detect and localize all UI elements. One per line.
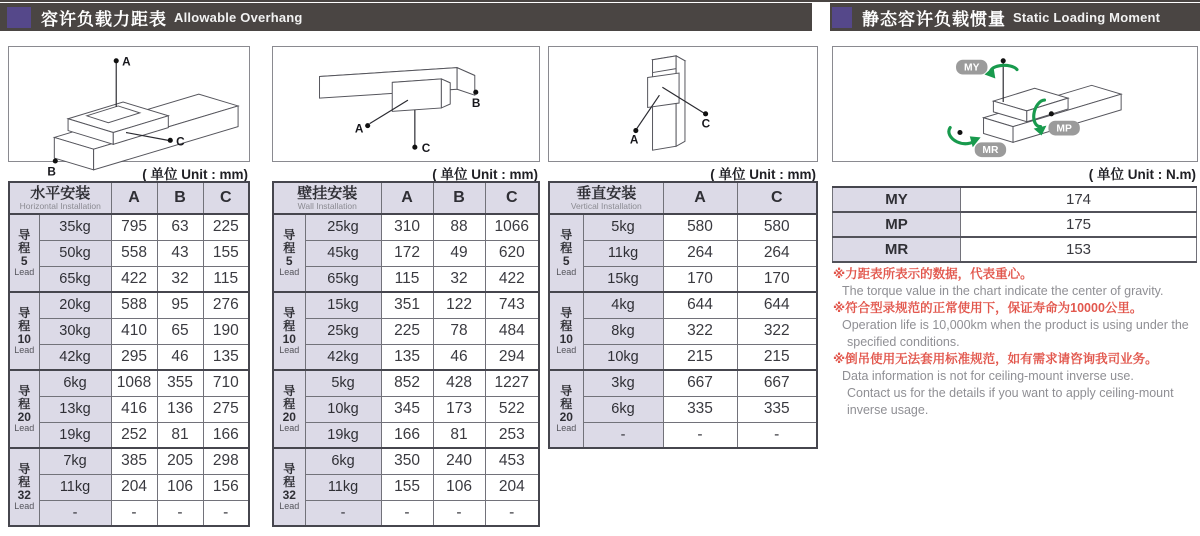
value-cell: 115 [203, 266, 249, 292]
value-cell: 205 [157, 448, 203, 474]
value-cell: 264 [663, 240, 737, 266]
load-cell: 65kg [39, 266, 111, 292]
lead-group-label [549, 292, 583, 370]
unit-label-mm: ( 单位 Unit : mm) [142, 167, 248, 182]
moment-key-my: MY [833, 187, 961, 212]
value-cell: 422 [111, 266, 157, 292]
load-cell: 8kg [583, 318, 663, 344]
value-cell: 743 [485, 292, 539, 318]
value-cell: 135 [203, 344, 249, 370]
value-cell: 170 [663, 266, 737, 292]
point-label-c: C [176, 135, 185, 149]
value-cell: 484 [485, 318, 539, 344]
section-header-allowable-overhang [0, 3, 812, 31]
value-cell: 32 [157, 266, 203, 292]
load-cell: 30kg [39, 318, 111, 344]
column-header-a: A [663, 182, 737, 214]
lead-en: Lead [14, 422, 35, 433]
load-cell: 42kg [39, 344, 111, 370]
load-cell: 11kg [305, 474, 381, 500]
table-row [9, 344, 249, 370]
table-row [549, 240, 817, 266]
footnote-line: ※符合型录规范的正常使用下，保证寿命为10000公里。 [833, 301, 1143, 315]
load-cell: 7kg [39, 448, 111, 474]
table-row [549, 370, 817, 396]
moment-row [833, 237, 1197, 262]
value-cell: 264 [737, 240, 817, 266]
installation-title-cell [273, 182, 381, 214]
lead-en: Lead [279, 344, 300, 355]
unit-label-mm: ( 单位 Unit : mm) [710, 167, 816, 182]
value-cell: 155 [381, 474, 433, 500]
table-row [9, 474, 249, 500]
table-row [9, 240, 249, 266]
lead-zh-char: 程 [18, 474, 31, 489]
installation-title-cell [9, 182, 111, 214]
moment-value-mr: 153 [961, 237, 1197, 262]
load-cell: - [305, 500, 381, 526]
column-header-a: A [381, 182, 433, 214]
value-cell: 46 [157, 344, 203, 370]
wall-installation-diagram-box [272, 46, 540, 162]
purple-accent-square [7, 7, 31, 28]
table-row [273, 214, 539, 240]
lead-zh-char: 程 [283, 474, 296, 489]
moment-diagram [833, 47, 1197, 161]
value-cell: 580 [737, 214, 817, 240]
value-cell: 78 [433, 318, 485, 344]
value-cell: - [381, 500, 433, 526]
lead-number: 20 [282, 409, 296, 424]
table-header-row [9, 182, 249, 214]
point-label-c: C [701, 117, 711, 131]
value-cell: 322 [737, 318, 817, 344]
value-cell: 225 [381, 318, 433, 344]
load-cell: 50kg [39, 240, 111, 266]
wall-installation-diagram [273, 47, 539, 161]
static-loading-moment-table [832, 186, 1197, 263]
value-cell: 63 [157, 214, 203, 240]
vertical-installation-diagram [549, 47, 817, 161]
moment-key-mr: MR [833, 237, 961, 262]
table-row [549, 422, 817, 448]
lead-zh-char: 程 [283, 318, 296, 333]
vertical-installation-table [548, 181, 818, 449]
value-cell: 155 [203, 240, 249, 266]
value-cell: 644 [663, 292, 737, 318]
table-row [273, 370, 539, 396]
value-cell: - [157, 500, 203, 526]
installation-title-zh: 壁挂安装 [297, 185, 358, 203]
table-row [9, 422, 249, 448]
lead-group-label [549, 214, 583, 292]
lead-en: Lead [14, 344, 35, 355]
lead-group-label [9, 448, 39, 526]
column-header-b: B [157, 182, 203, 214]
value-cell: 215 [737, 344, 817, 370]
value-cell: 49 [433, 240, 485, 266]
value-cell: 350 [381, 448, 433, 474]
value-cell: 106 [433, 474, 485, 500]
table-row [9, 214, 249, 240]
lead-en: Lead [14, 500, 35, 511]
lead-group-label [9, 292, 39, 370]
value-cell: 252 [111, 422, 157, 448]
value-cell: 428 [433, 370, 485, 396]
load-cell: 13kg [39, 396, 111, 422]
my-label: MY [964, 62, 980, 74]
value-cell: 310 [381, 214, 433, 240]
lead-number: 5 [20, 253, 28, 268]
lead-zh-char: 程 [18, 396, 31, 411]
lead-en: Lead [279, 500, 300, 511]
footnote-line: Operation life is 10,000km when the product is using under the [842, 318, 1189, 332]
section-title-en: Allowable Overhang [174, 9, 303, 25]
lead-number: 10 [17, 331, 31, 346]
load-cell: 25kg [305, 318, 381, 344]
value-cell: 295 [111, 344, 157, 370]
lead-zh-char: 程 [283, 240, 296, 255]
load-cell: - [39, 500, 111, 526]
table-row [273, 474, 539, 500]
mp-label: MP [1056, 123, 1072, 135]
value-cell: 136 [157, 396, 203, 422]
unit-label-nm: ( 单位 Unit : N.m) [1088, 167, 1196, 182]
lead-zh-char: 导 [18, 227, 31, 242]
lead-group-label [273, 448, 305, 526]
point-label-a: A [629, 133, 639, 147]
table-row [9, 370, 249, 396]
value-cell: 95 [157, 292, 203, 318]
lead-zh-char: 程 [560, 396, 573, 411]
footnote-line: The torque value in the chart indicate the center of gravity. [842, 284, 1164, 298]
column-header-a: A [111, 182, 157, 214]
lead-group-label [273, 292, 305, 370]
value-cell: - [433, 500, 485, 526]
point-label-a: A [122, 55, 131, 69]
value-cell: 276 [203, 292, 249, 318]
value-cell: 1068 [111, 370, 157, 396]
unit-label-mm: ( 单位 Unit : mm) [432, 167, 538, 182]
section-header-static-loading-moment [830, 3, 1200, 31]
table-row [273, 344, 539, 370]
lead-number: 10 [559, 331, 573, 346]
table-row [549, 292, 817, 318]
value-cell: 620 [485, 240, 539, 266]
moment-key-mp: MP [833, 212, 961, 237]
value-cell: 345 [381, 396, 433, 422]
installation-title-en: Wall Installation [297, 201, 357, 212]
lead-group-label [273, 370, 305, 448]
moment-row [833, 187, 1197, 212]
lead-group-label [9, 214, 39, 292]
load-cell: 42kg [305, 344, 381, 370]
value-cell: 558 [111, 240, 157, 266]
value-cell: - [485, 500, 539, 526]
table-row [549, 396, 817, 422]
load-cell: 11kg [39, 474, 111, 500]
footnote-line: specified conditions. [847, 335, 960, 349]
value-cell: 240 [433, 448, 485, 474]
table-row [9, 292, 249, 318]
value-cell: 166 [381, 422, 433, 448]
horizontal-installation-table [8, 181, 250, 527]
section-title-en: Static Loading Moment [1013, 9, 1161, 25]
mp-badge [1048, 121, 1079, 136]
lead-en: Lead [279, 422, 300, 433]
table-row [273, 396, 539, 422]
value-cell: - [663, 422, 737, 448]
point-label-b: B [471, 96, 481, 110]
lead-group-label [549, 370, 583, 448]
table-row [9, 396, 249, 422]
value-cell: 115 [381, 266, 433, 292]
lead-zh-char: 导 [283, 227, 296, 242]
load-cell: 25kg [305, 214, 381, 240]
value-cell: 81 [433, 422, 485, 448]
table-row [9, 318, 249, 344]
value-cell: - [737, 422, 817, 448]
purple-accent-square [832, 7, 852, 28]
value-cell: 588 [111, 292, 157, 318]
value-cell: 667 [663, 370, 737, 396]
moment-value-mp: 175 [961, 212, 1197, 237]
moment-diagram-box [832, 46, 1198, 162]
load-cell: 4kg [583, 292, 663, 318]
table-row [273, 266, 539, 292]
value-cell: 204 [485, 474, 539, 500]
load-cell: 5kg [583, 214, 663, 240]
value-cell: 416 [111, 396, 157, 422]
table-row [273, 500, 539, 526]
value-cell: 156 [203, 474, 249, 500]
value-cell: 190 [203, 318, 249, 344]
installation-title-zh: 垂直安装 [576, 185, 637, 203]
column-header-c: C [485, 182, 539, 214]
value-cell: 580 [663, 214, 737, 240]
value-cell: 667 [737, 370, 817, 396]
value-cell: 322 [663, 318, 737, 344]
point-label-b: B [47, 165, 56, 179]
value-cell: 88 [433, 214, 485, 240]
table-header-row [549, 182, 817, 214]
lead-zh-char: 程 [18, 240, 31, 255]
section-title-zh: 静态容许负载惯量 [862, 9, 1006, 29]
table-row [273, 240, 539, 266]
table-row [549, 344, 817, 370]
load-cell: 15kg [305, 292, 381, 318]
installation-title-en: Vertical Installation [570, 201, 642, 212]
value-cell: 253 [485, 422, 539, 448]
table-row [273, 422, 539, 448]
column-header-c: C [737, 182, 817, 214]
value-cell: 65 [157, 318, 203, 344]
value-cell: 106 [157, 474, 203, 500]
lead-number: 20 [17, 409, 31, 424]
lead-zh-char: 导 [18, 305, 31, 320]
lead-number: 5 [562, 253, 570, 268]
load-cell: - [583, 422, 663, 448]
installation-title-en: Horizontal Installation [19, 201, 101, 212]
value-cell: 710 [203, 370, 249, 396]
lead-zh-char: 导 [560, 305, 573, 320]
value-cell: 294 [485, 344, 539, 370]
footnotes [833, 266, 1200, 419]
value-cell: 355 [157, 370, 203, 396]
lead-zh-char: 导 [18, 383, 31, 398]
load-cell: 15kg [583, 266, 663, 292]
value-cell: 173 [433, 396, 485, 422]
table-row [549, 214, 817, 240]
point-label-a: A [354, 122, 364, 136]
lead-zh-char: 导 [560, 383, 573, 398]
footnote-line: ※力距表所表示的数据，代表重心。 [833, 267, 1033, 281]
value-cell: 453 [485, 448, 539, 474]
value-cell: 1227 [485, 370, 539, 396]
mr-label: MR [982, 145, 999, 157]
lead-zh-char: 程 [560, 240, 573, 255]
value-cell: 135 [381, 344, 433, 370]
column-header-c: C [203, 182, 249, 214]
value-cell: - [203, 500, 249, 526]
top-rule [0, 0, 1200, 2]
value-cell: 81 [157, 422, 203, 448]
load-cell: 20kg [39, 292, 111, 318]
lead-group-label [9, 370, 39, 448]
lead-zh-char: 导 [560, 227, 573, 242]
value-cell: 410 [111, 318, 157, 344]
value-cell: 46 [433, 344, 485, 370]
lead-en: Lead [279, 266, 300, 277]
value-cell: 644 [737, 292, 817, 318]
load-cell: 6kg [39, 370, 111, 396]
value-cell: - [111, 500, 157, 526]
lead-en: Lead [556, 422, 577, 433]
footnote-line: inverse usage. [847, 403, 929, 417]
load-cell: 65kg [305, 266, 381, 292]
footnote-line: ※倒吊使用无法套用标准规范，如有需求请咨询我司业务。 [833, 352, 1158, 366]
table-row [9, 500, 249, 526]
value-cell: 32 [433, 266, 485, 292]
value-cell: 1066 [485, 214, 539, 240]
table-row [9, 448, 249, 474]
moment-value-my: 174 [961, 187, 1197, 212]
lead-number: 10 [282, 331, 296, 346]
table-row [9, 266, 249, 292]
value-cell: 335 [737, 396, 817, 422]
value-cell: 122 [433, 292, 485, 318]
load-cell: 3kg [583, 370, 663, 396]
footnote-line: Data information is not for ceiling-mount inverse use. [842, 369, 1134, 383]
vertical-installation-diagram-box [548, 46, 818, 162]
value-cell: 166 [203, 422, 249, 448]
footnote-line: Contact us for the details if you want to apply ceiling-mount [847, 386, 1174, 400]
lead-number: 20 [559, 409, 573, 424]
table-row [273, 318, 539, 344]
value-cell: 204 [111, 474, 157, 500]
value-cell: 170 [737, 266, 817, 292]
table-row [273, 448, 539, 474]
table-header-row [273, 182, 539, 214]
point-label-c: C [421, 142, 431, 156]
value-cell: 298 [203, 448, 249, 474]
lead-en: Lead [556, 266, 577, 277]
load-cell: 19kg [305, 422, 381, 448]
load-cell: 6kg [305, 448, 381, 474]
mr-badge [975, 142, 1006, 157]
lead-group-label [273, 214, 305, 292]
value-cell: 335 [663, 396, 737, 422]
value-cell: 385 [111, 448, 157, 474]
moment-row [833, 212, 1197, 237]
wall-installation-table [272, 181, 540, 527]
lead-number: 5 [285, 253, 293, 268]
value-cell: 422 [485, 266, 539, 292]
value-cell: 351 [381, 292, 433, 318]
section-title-zh: 容许负载力距表 [41, 9, 167, 29]
table-row [549, 266, 817, 292]
value-cell: 275 [203, 396, 249, 422]
column-header-b: B [433, 182, 485, 214]
table-row [273, 292, 539, 318]
lead-number: 32 [282, 487, 296, 502]
value-cell: 172 [381, 240, 433, 266]
load-cell: 6kg [583, 396, 663, 422]
value-cell: 225 [203, 214, 249, 240]
value-cell: 522 [485, 396, 539, 422]
load-cell: 45kg [305, 240, 381, 266]
lead-zh-char: 程 [560, 318, 573, 333]
load-cell: 10kg [583, 344, 663, 370]
table-row [549, 318, 817, 344]
value-cell: 215 [663, 344, 737, 370]
load-cell: 5kg [305, 370, 381, 396]
lead-zh-char: 导 [283, 305, 296, 320]
value-cell: 43 [157, 240, 203, 266]
my-badge [956, 60, 987, 75]
value-cell: 795 [111, 214, 157, 240]
load-cell: 10kg [305, 396, 381, 422]
lead-zh-char: 导 [283, 383, 296, 398]
lead-en: Lead [14, 266, 35, 277]
load-cell: 19kg [39, 422, 111, 448]
lead-zh-char: 程 [18, 318, 31, 333]
load-cell: 11kg [583, 240, 663, 266]
lead-en: Lead [556, 344, 577, 355]
installation-title-zh: 水平安装 [30, 185, 91, 203]
load-cell: 35kg [39, 214, 111, 240]
lead-zh-char: 导 [283, 461, 296, 476]
installation-title-cell [549, 182, 663, 214]
lead-number: 32 [17, 487, 31, 502]
lead-zh-char: 导 [18, 461, 31, 476]
lead-zh-char: 程 [283, 396, 296, 411]
value-cell: 852 [381, 370, 433, 396]
